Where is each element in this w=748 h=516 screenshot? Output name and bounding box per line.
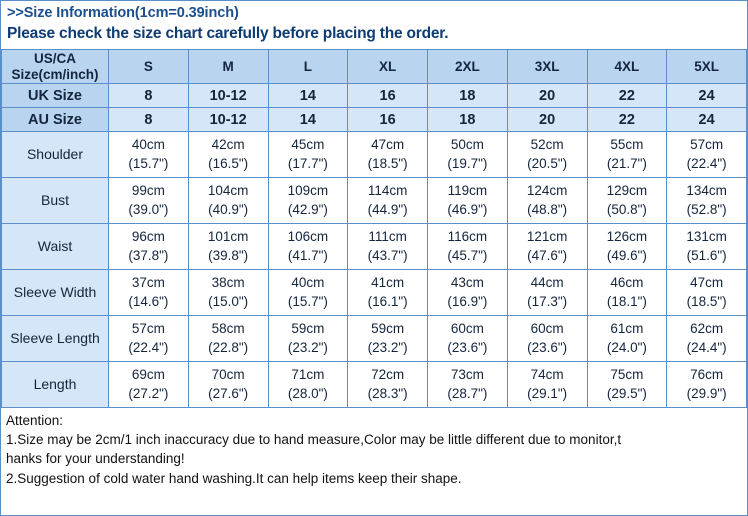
length-s-inch: (27.2") bbox=[128, 385, 169, 401]
sleeve-length-s-inch: (22.4") bbox=[128, 339, 169, 355]
bust-xl-inch: (44.9") bbox=[367, 201, 408, 217]
length-m-cm: 70cm bbox=[211, 367, 245, 383]
shoulder-l-cm: 45cm bbox=[291, 137, 325, 153]
sleeve-width-xl bbox=[348, 270, 428, 316]
length-5xl bbox=[667, 362, 747, 408]
size-chart-table bbox=[1, 49, 747, 408]
au-size-5xl: 24 bbox=[667, 108, 747, 132]
waist-5xl-inch: (51.6") bbox=[686, 247, 727, 263]
size-header-m: M bbox=[188, 50, 268, 84]
attention-section bbox=[1, 408, 747, 488]
shoulder-xl-cm: 47cm bbox=[371, 137, 405, 153]
au-size-m: 10-12 bbox=[188, 108, 268, 132]
shoulder-2xl-inch: (19.7") bbox=[447, 155, 488, 171]
shoulder-3xl-cm: 52cm bbox=[530, 137, 564, 153]
uk-size-3xl: 20 bbox=[507, 84, 587, 108]
sleeve-width-s-inch: (14.6") bbox=[128, 293, 169, 309]
au-size-xl: 16 bbox=[348, 108, 428, 132]
page-title: >>Size Information(1cm=0.39inch) bbox=[7, 5, 239, 21]
bust-2xl bbox=[428, 178, 508, 224]
sleeve-length-m-inch: (22.8") bbox=[208, 339, 249, 355]
corner-label-line1: US/CA bbox=[33, 51, 76, 66]
uk-size-2xl: 18 bbox=[428, 84, 508, 108]
bust-l-cm: 109cm bbox=[287, 183, 329, 199]
size-header-2xl: 2XL bbox=[428, 50, 508, 84]
shoulder-m bbox=[188, 132, 268, 178]
length-l-inch: (28.0") bbox=[287, 385, 328, 401]
shoulder-3xl-inch: (20.5") bbox=[527, 155, 568, 171]
sleeve-width-xl-inch: (16.1") bbox=[367, 293, 408, 309]
shoulder-xl bbox=[348, 132, 428, 178]
bust-3xl-inch: (48.8") bbox=[527, 201, 568, 217]
waist-3xl-inch: (47.6") bbox=[527, 247, 568, 263]
waist-xl-cm: 111cm bbox=[368, 229, 407, 245]
bust-m-cm: 104cm bbox=[207, 183, 249, 199]
row-label-shoulder: Shoulder bbox=[2, 132, 109, 178]
bust-5xl-cm: 134cm bbox=[686, 183, 727, 199]
waist-s-inch: (37.8") bbox=[128, 247, 169, 263]
sleeve-length-s bbox=[109, 316, 189, 362]
attention-note-2: 2.Suggestion of cold water hand washing.It can help items keep their shape. bbox=[6, 470, 462, 486]
uk-size-l: 14 bbox=[268, 84, 348, 108]
bust-l-inch: (42.9") bbox=[287, 201, 328, 217]
row-label-uk-size: UK Size bbox=[2, 84, 109, 108]
attention-note-1: 1.Size may be 2cm/1 inch inaccuracy due to hand measure,Color may be little different due to monitor,t bbox=[6, 432, 622, 448]
length-4xl-inch: (29.5") bbox=[606, 385, 647, 401]
sleeve-length-4xl bbox=[587, 316, 667, 362]
shoulder-l-inch: (17.7") bbox=[287, 155, 328, 171]
waist-4xl-inch: (49.6") bbox=[606, 247, 647, 263]
sleeve-width-l-cm: 40cm bbox=[291, 275, 325, 291]
bust-l bbox=[268, 178, 348, 224]
sleeve-width-s-cm: 37cm bbox=[131, 275, 165, 291]
row-label-sleeve-length: Sleeve Length bbox=[2, 316, 109, 362]
table-row-au-size bbox=[2, 108, 747, 132]
row-label-sleeve-width: Sleeve Width bbox=[2, 270, 109, 316]
sleeve-width-3xl bbox=[507, 270, 587, 316]
shoulder-4xl-cm: 55cm bbox=[610, 137, 644, 153]
row-label-waist: Waist bbox=[2, 224, 109, 270]
shoulder-xl-inch: (18.5") bbox=[367, 155, 408, 171]
sleeve-width-m bbox=[188, 270, 268, 316]
uk-size-m: 10-12 bbox=[188, 84, 268, 108]
sleeve-width-3xl-inch: (17.3") bbox=[527, 293, 568, 309]
attention-note-1-cont: hanks for your understanding! bbox=[6, 451, 185, 467]
shoulder-3xl bbox=[507, 132, 587, 178]
length-m-inch: (27.6") bbox=[208, 385, 249, 401]
bust-s bbox=[109, 178, 189, 224]
bust-2xl-cm: 119cm bbox=[447, 183, 488, 199]
waist-3xl bbox=[507, 224, 587, 270]
au-size-2xl: 18 bbox=[428, 108, 508, 132]
size-header-s: S bbox=[109, 50, 189, 84]
au-size-s: 8 bbox=[109, 108, 189, 132]
sleeve-length-xl bbox=[348, 316, 428, 362]
au-size-l: 14 bbox=[268, 108, 348, 132]
size-header-4xl: 4XL bbox=[587, 50, 667, 84]
au-size-3xl: 20 bbox=[507, 108, 587, 132]
sleeve-length-3xl bbox=[507, 316, 587, 362]
waist-l bbox=[268, 224, 348, 270]
sleeve-width-xl-cm: 41cm bbox=[371, 275, 405, 291]
sleeve-width-3xl-cm: 44cm bbox=[530, 275, 564, 291]
sleeve-length-2xl bbox=[428, 316, 508, 362]
bust-3xl bbox=[507, 178, 587, 224]
length-5xl-cm: 76cm bbox=[690, 367, 724, 383]
shoulder-5xl-cm: 57cm bbox=[690, 137, 724, 153]
length-4xl bbox=[587, 362, 667, 408]
size-header-xl: XL bbox=[348, 50, 428, 84]
waist-3xl-cm: 121cm bbox=[526, 229, 568, 245]
bust-4xl bbox=[587, 178, 667, 224]
shoulder-4xl bbox=[587, 132, 667, 178]
table-row-waist bbox=[2, 224, 747, 270]
uk-size-4xl: 22 bbox=[587, 84, 667, 108]
sleeve-length-m bbox=[188, 316, 268, 362]
shoulder-m-inch: (16.5") bbox=[208, 155, 249, 171]
page-subtitle: Please check the size chart carefully before placing the order. bbox=[7, 25, 449, 42]
length-s bbox=[109, 362, 189, 408]
table-row-uk-size bbox=[2, 84, 747, 108]
sleeve-length-l bbox=[268, 316, 348, 362]
waist-m bbox=[188, 224, 268, 270]
sleeve-width-5xl-inch: (18.5") bbox=[686, 293, 727, 309]
sleeve-length-xl-inch: (23.2") bbox=[367, 339, 408, 355]
length-m bbox=[188, 362, 268, 408]
waist-xl-inch: (43.7") bbox=[367, 247, 408, 263]
row-label-length: Length bbox=[2, 362, 109, 408]
length-xl-cm: 72cm bbox=[371, 367, 405, 383]
shoulder-s-cm: 40cm bbox=[131, 137, 165, 153]
sleeve-width-2xl bbox=[428, 270, 508, 316]
sleeve-length-5xl-cm: 62cm bbox=[690, 321, 724, 337]
length-xl bbox=[348, 362, 428, 408]
length-2xl-inch: (28.7") bbox=[447, 385, 488, 401]
table-header-row bbox=[2, 50, 747, 84]
shoulder-2xl-cm: 50cm bbox=[450, 137, 484, 153]
waist-l-inch: (41.7") bbox=[287, 247, 328, 263]
sleeve-length-2xl-cm: 60cm bbox=[450, 321, 484, 337]
sleeve-width-5xl bbox=[667, 270, 747, 316]
bust-5xl bbox=[667, 178, 747, 224]
waist-2xl bbox=[428, 224, 508, 270]
waist-2xl-cm: 116cm bbox=[447, 229, 488, 245]
row-label-bust: Bust bbox=[2, 178, 109, 224]
uk-size-xl: 16 bbox=[348, 84, 428, 108]
length-2xl-cm: 73cm bbox=[450, 367, 484, 383]
shoulder-2xl bbox=[428, 132, 508, 178]
length-xl-inch: (28.3") bbox=[367, 385, 408, 401]
shoulder-m-cm: 42cm bbox=[211, 137, 245, 153]
uk-size-s: 8 bbox=[109, 84, 189, 108]
sleeve-width-m-cm: 38cm bbox=[211, 275, 245, 291]
length-l bbox=[268, 362, 348, 408]
waist-5xl bbox=[667, 224, 747, 270]
table-row-bust bbox=[2, 178, 747, 224]
table-row-length bbox=[2, 362, 747, 408]
sleeve-width-2xl-inch: (16.9") bbox=[447, 293, 488, 309]
bust-s-cm: 99cm bbox=[131, 183, 165, 199]
sleeve-width-5xl-cm: 47cm bbox=[690, 275, 724, 291]
waist-xl bbox=[348, 224, 428, 270]
bust-4xl-cm: 129cm bbox=[606, 183, 648, 199]
length-3xl-cm: 74cm bbox=[530, 367, 564, 383]
attention-title: Attention: bbox=[6, 413, 64, 429]
shoulder-5xl-inch: (22.4") bbox=[686, 155, 727, 171]
corner-label-line2: Size(cm/inch) bbox=[11, 66, 99, 82]
table-row-sleeve-width bbox=[2, 270, 747, 316]
shoulder-s-inch: (15.7") bbox=[128, 155, 169, 171]
length-l-cm: 71cm bbox=[291, 367, 325, 383]
sleeve-length-5xl bbox=[667, 316, 747, 362]
sleeve-length-4xl-inch: (24.0") bbox=[606, 339, 647, 355]
sleeve-length-2xl-inch: (23.6") bbox=[447, 339, 488, 355]
uk-size-5xl: 24 bbox=[667, 84, 747, 108]
table-corner-header bbox=[2, 50, 109, 84]
sleeve-length-m-cm: 58cm bbox=[211, 321, 245, 337]
sleeve-length-3xl-inch: (23.6") bbox=[527, 339, 568, 355]
row-label-au-size: AU Size bbox=[2, 108, 109, 132]
size-header-l: L bbox=[268, 50, 348, 84]
sleeve-length-l-inch: (23.2") bbox=[287, 339, 328, 355]
shoulder-4xl-inch: (21.7") bbox=[606, 155, 647, 171]
sleeve-length-4xl-cm: 61cm bbox=[610, 321, 644, 337]
au-size-4xl: 22 bbox=[587, 108, 667, 132]
sleeve-width-4xl bbox=[587, 270, 667, 316]
waist-m-inch: (39.8") bbox=[208, 247, 249, 263]
length-2xl bbox=[428, 362, 508, 408]
waist-4xl-cm: 126cm bbox=[606, 229, 648, 245]
table-row-shoulder bbox=[2, 132, 747, 178]
bust-3xl-cm: 124cm bbox=[526, 183, 568, 199]
shoulder-5xl bbox=[667, 132, 747, 178]
bust-xl-cm: 114cm bbox=[367, 183, 408, 199]
length-3xl-inch: (29.1") bbox=[527, 385, 568, 401]
shoulder-l bbox=[268, 132, 348, 178]
length-3xl bbox=[507, 362, 587, 408]
sleeve-length-l-cm: 59cm bbox=[291, 321, 325, 337]
sleeve-width-m-inch: (15.0") bbox=[208, 293, 249, 309]
table-row-sleeve-length bbox=[2, 316, 747, 362]
waist-2xl-inch: (45.7") bbox=[447, 247, 488, 263]
size-header-5xl: 5XL bbox=[667, 50, 747, 84]
bust-m bbox=[188, 178, 268, 224]
bust-5xl-inch: (52.8") bbox=[686, 201, 727, 217]
bust-m-inch: (40.9") bbox=[208, 201, 249, 217]
length-4xl-cm: 75cm bbox=[610, 367, 644, 383]
bust-4xl-inch: (50.8") bbox=[606, 201, 647, 217]
waist-l-cm: 106cm bbox=[287, 229, 329, 245]
size-header-3xl: 3XL bbox=[507, 50, 587, 84]
length-5xl-inch: (29.9") bbox=[686, 385, 727, 401]
sleeve-width-2xl-cm: 43cm bbox=[450, 275, 484, 291]
waist-s-cm: 96cm bbox=[131, 229, 165, 245]
waist-5xl-cm: 131cm bbox=[686, 229, 727, 245]
bust-s-inch: (39.0") bbox=[128, 201, 169, 217]
sleeve-width-4xl-inch: (18.1") bbox=[606, 293, 647, 309]
sleeve-width-s bbox=[109, 270, 189, 316]
sleeve-width-l bbox=[268, 270, 348, 316]
waist-m-cm: 101cm bbox=[207, 229, 249, 245]
sleeve-width-l-inch: (15.7") bbox=[287, 293, 328, 309]
bust-xl bbox=[348, 178, 428, 224]
waist-4xl bbox=[587, 224, 667, 270]
bust-2xl-inch: (46.9") bbox=[447, 201, 488, 217]
sleeve-length-s-cm: 57cm bbox=[131, 321, 165, 337]
sleeve-length-xl-cm: 59cm bbox=[371, 321, 405, 337]
shoulder-s bbox=[109, 132, 189, 178]
sleeve-length-3xl-cm: 60cm bbox=[530, 321, 564, 337]
sleeve-width-4xl-cm: 46cm bbox=[610, 275, 644, 291]
waist-s bbox=[109, 224, 189, 270]
length-s-cm: 69cm bbox=[131, 367, 165, 383]
sleeve-length-5xl-inch: (24.4") bbox=[686, 339, 727, 355]
